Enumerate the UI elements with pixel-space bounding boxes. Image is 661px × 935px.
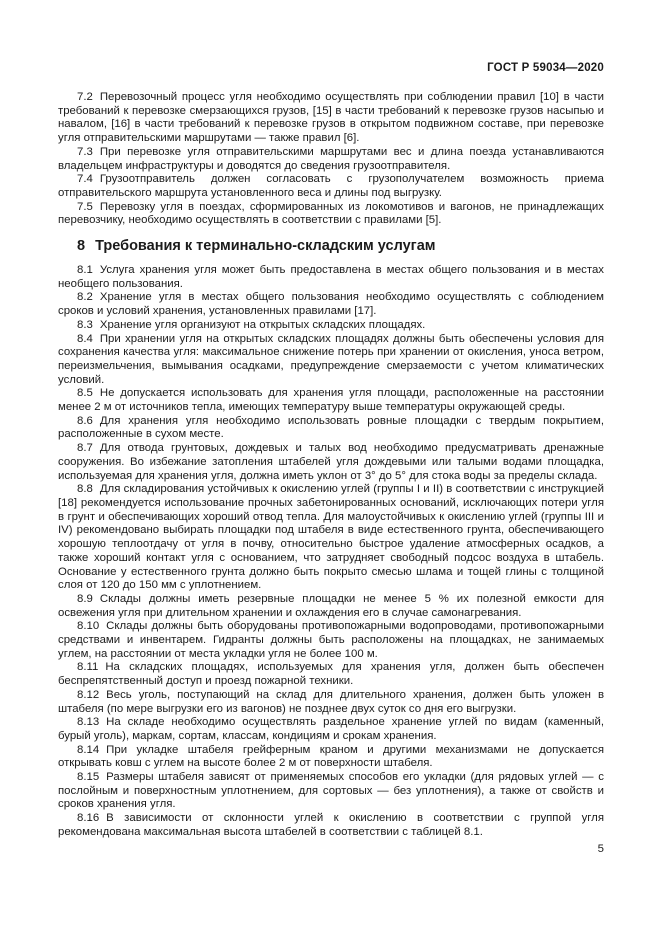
- clause-text: Склады должны иметь резервные площадки не менее 5 % их полезной емкости для освежения угля при длительном хранении и охлаждения его в случае самонагревания.: [58, 592, 604, 619]
- clause-number: 8.8: [77, 483, 93, 496]
- document-body: [58, 91, 604, 840]
- clause-8-11: [58, 661, 604, 688]
- standard-code: ГОСТ Р 59034—2020: [487, 62, 604, 74]
- section-8-heading: [58, 238, 604, 255]
- clause-8-12: [58, 689, 604, 716]
- clause-text: На складе необходимо осуществлять раздельное хранение углей по видам (каменный, бурый уголь), маркам, сортам, классам, кондициям и срокам хранения.: [58, 716, 604, 742]
- clause-8-8: [58, 483, 604, 593]
- page-number: 5: [597, 843, 604, 855]
- clause-number: 8.3: [77, 318, 93, 331]
- clause-8-15: [58, 771, 604, 812]
- clause-text: Хранение угля в местах общего пользования необходимо осуществлять с соблюдением сроков и условий хранения, установленных правилами [17].: [58, 291, 604, 318]
- clause-number: 8.15: [77, 771, 100, 784]
- clause-number: 8.2: [77, 291, 93, 304]
- clause-8-2: [58, 291, 604, 318]
- clause-text: В зависимости от склонности углей к окислению в соответствии с группой угля рекомендована максимальная высота штабелей в соответствии с таблицей 8.1.: [58, 812, 604, 838]
- clause-number: 8.7: [77, 442, 93, 455]
- clause-text: Для складирования устойчивых к окислению углей (группы I и II) в соответствии с инструкцией [18] рекомендуется использование прочных забетонированных оснований, исключающих потери угля в грунт и обеспечивающих хороший отвод тепла. Для малоустойчивых к окислению углей (группы III и IV) рекомендовано выбирать площадки под штабеля в виде естественного грунта, обеспечивающего хорошую теплоотдачу от угля в почву, относительно быстрое удаление атмосферных осадков, а также хороший контакт угля с основанием, что затрудняет свободный подсос воздуха в штабель. Основание у естественного грунта должно быть покрыто смесью шлама и тощей глины с толщиной слоя от 120 до 150 мм с уплотнением.: [58, 483, 604, 592]
- clause-8-4: [58, 333, 604, 388]
- clause-number: 8.16: [77, 812, 100, 825]
- clause-8-1: [58, 264, 604, 291]
- clause-number: 8.5: [77, 387, 93, 400]
- clause-number: 7.5: [77, 200, 93, 213]
- clause-text: Для хранения угля необходимо использовать ровные площадки с твердым покрытием, расположенные в сухом месте.: [58, 414, 604, 441]
- section-8-title: Требования к терминально-складским услугам: [95, 238, 436, 255]
- clause-8-14: [58, 744, 604, 771]
- clause-text: Склады должны быть оборудованы противопожарными водопроводами, противопожарными средствами и инвентарем. Гидранты должны быть расположены на площадках, не занимаемых углем, на расстоянии от места укладки угля не более 100 м.: [58, 620, 604, 660]
- clause-number: 7.3: [77, 145, 93, 158]
- clause-8-13: [58, 716, 604, 743]
- clause-8-7: [58, 442, 604, 483]
- section-8-clauses: [58, 264, 604, 840]
- running-header: [58, 61, 604, 75]
- clause-number: 8.14: [77, 743, 100, 756]
- clause-number: 8.12: [77, 688, 100, 701]
- clause-8-16: [58, 812, 604, 839]
- clause-number: 8.9: [77, 592, 93, 605]
- clause-number: 8.11: [77, 661, 99, 674]
- clause-8-10: [58, 620, 604, 661]
- clause-text: При укладке штабеля грейферным краном и другими механизмами не допускается открывать ковш с углем на высоте более 2 м от поверхности штабеля.: [58, 743, 604, 770]
- clause-text: Весь уголь, поступающий на склад для длительного хранения, должен быть уложен в штабеля (по мере выгрузки его из вагонов) не позднее двух суток со дня его выгрузки.: [58, 688, 604, 715]
- clause-7-5: [58, 201, 604, 228]
- clause-number: 8.6: [77, 414, 93, 427]
- clause-number: 7.4: [77, 173, 93, 186]
- clause-text: Грузоотправитель должен согласовать с грузополучателем возможность приема отправительского маршрута установленного веса и длины под выгрузку.: [58, 173, 604, 199]
- clause-7-4: [58, 173, 604, 200]
- clause-8-9: [58, 593, 604, 620]
- clause-8-5: [58, 387, 604, 414]
- clause-text: Услуга хранения угля может быть предоставлена в местах общего пользования и в местах необщего пользования.: [58, 264, 604, 290]
- clause-number: 8.4: [77, 332, 93, 345]
- clause-8-3: [58, 319, 604, 333]
- clause-text: Перевозку угля в поездах, сформированных из локомотивов и вагонов, не принадлежащих перевозчику, необходимо осуществлять в соответствии с правилами [5].: [58, 200, 604, 227]
- clause-7-3: [58, 146, 604, 173]
- section-7: [58, 91, 604, 228]
- clause-8-6: [58, 415, 604, 442]
- clause-text: Для отвода грунтовых, дождевых и талых вод необходимо предусматривать дренажные сооружения. Во избежание затопления штабелей угля дождевыми или талыми водами площадка, используемая для хранения угля, должна иметь уклон от 3° до 5° для стока воды за пределы склада.: [58, 442, 604, 482]
- section-8-number: 8: [77, 238, 86, 255]
- clause-text: Не допускается использовать для хранения угля площади, расположенные на расстоянии менее 2 м от источников тепла, имеющих температуру выше температуры окружающей среды.: [58, 387, 604, 414]
- clause-number: 8.13: [77, 716, 100, 729]
- clause-number: 7.2: [77, 91, 93, 103]
- clause-text: При перевозке угля отправительскими маршрутами вес и длина поезда устанавливаются владельцем инфраструктуры и доводятся до сведения грузоотправителя.: [58, 145, 604, 172]
- clause-7-2: [58, 91, 604, 146]
- clause-text: При хранении угля на открытых складских площадях должны быть обеспечены условия для сохранения качества угля: максимальное снижение потерь при хранении от окисления, уноса ветром, переизмельчения, вымывания осадками, предупреждение смерзаемости с учетом климатических условий.: [58, 332, 604, 386]
- section-8: [58, 238, 604, 840]
- section-7-clauses: [58, 91, 604, 228]
- clause-text: Перевозочный процесс угля необходимо осуществлять при соблюдении правил [10] в части требований к перевозке смерзающихся грузов, [15] в части требований к перевозке грузов насыпью и навалом, [16] в части требований к перевозке грузов в открытом подвижном составе, при перевозке угля отправительскими маршрутами — также правил [6].: [58, 91, 604, 145]
- clause-number: 8.10: [77, 620, 100, 633]
- clause-text: На складских площадях, используемых для хранения угля, должен быть обеспечен беспрепятственный доступ и проезд пожарной техники.: [58, 661, 604, 688]
- clause-text: Размеры штабеля зависят от применяемых способов его укладки (для рядовых углей — с послойным и поверхностным уплотнением, для сортовых — без уплотнения), а также от свойств и сроков хранения угля.: [58, 771, 604, 811]
- clause-text: Хранение угля организуют на открытых складских площадях.: [99, 318, 426, 331]
- clause-number: 8.1: [77, 264, 93, 277]
